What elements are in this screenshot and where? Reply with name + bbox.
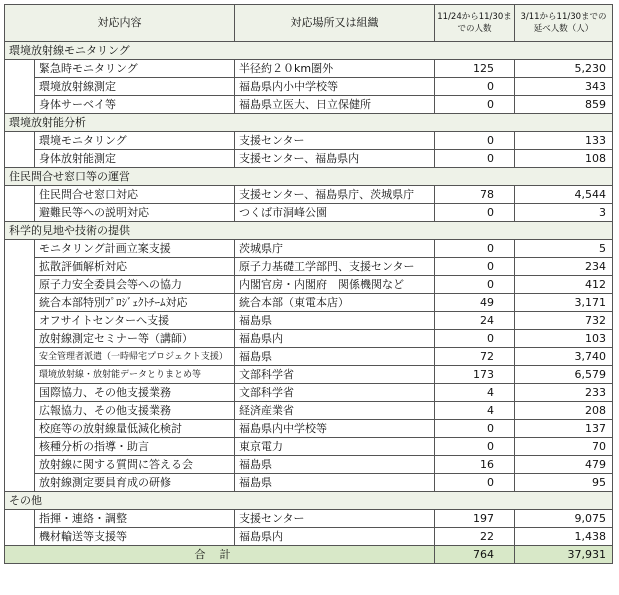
- row-item: 環境放射線・放射能データとりまとめ等: [35, 366, 235, 384]
- row-place: 文部科学省: [235, 366, 435, 384]
- table-row: [5, 438, 613, 456]
- section-title: 住民問合せ窓口等の運営: [5, 168, 613, 186]
- row-place: 支援センター: [235, 510, 435, 528]
- section-row: [5, 492, 613, 510]
- row-total: 1,438: [515, 528, 613, 546]
- row-total: 859: [515, 96, 613, 114]
- table-row: [5, 78, 613, 96]
- row-place: 内閣官房・内閣府 関係機関など: [235, 276, 435, 294]
- row-recent: 16: [435, 456, 515, 474]
- row-total: 208: [515, 402, 613, 420]
- row-place: 支援センター、福島県庁、茨城県庁: [235, 186, 435, 204]
- indent-cell: [5, 402, 35, 420]
- row-item: 放射線測定セミナー等（講師）: [35, 330, 235, 348]
- row-place: 茨城県庁: [235, 240, 435, 258]
- row-recent: 0: [435, 96, 515, 114]
- row-place: 福島県内: [235, 330, 435, 348]
- row-recent: 22: [435, 528, 515, 546]
- row-recent: 24: [435, 312, 515, 330]
- row-total: 3,171: [515, 294, 613, 312]
- row-total: 6,579: [515, 366, 613, 384]
- row-item: 拡散評価解析対応: [35, 258, 235, 276]
- row-total: 137: [515, 420, 613, 438]
- indent-cell: [5, 132, 35, 150]
- row-recent: 4: [435, 402, 515, 420]
- table-row: [5, 186, 613, 204]
- indent-cell: [5, 384, 35, 402]
- indent-cell: [5, 258, 35, 276]
- row-place: 福島県: [235, 312, 435, 330]
- indent-cell: [5, 348, 35, 366]
- table-body: [5, 42, 613, 546]
- indent-cell: [5, 312, 35, 330]
- row-total: 3: [515, 204, 613, 222]
- row-place: 福島県: [235, 348, 435, 366]
- row-place: 福島県: [235, 456, 435, 474]
- row-recent: 0: [435, 276, 515, 294]
- row-item: モニタリング計画立案支援: [35, 240, 235, 258]
- row-total: 5: [515, 240, 613, 258]
- table-row: [5, 330, 613, 348]
- row-recent: 72: [435, 348, 515, 366]
- table-row: [5, 402, 613, 420]
- table-row: [5, 60, 613, 78]
- indent-cell: [5, 510, 35, 528]
- row-total: 70: [515, 438, 613, 456]
- section-row: [5, 222, 613, 240]
- table-row: [5, 474, 613, 492]
- row-item: 機材輸送等支援等: [35, 528, 235, 546]
- row-item: 国際協力、その他支援業務: [35, 384, 235, 402]
- row-item: 原子力安全委員会等への協力: [35, 276, 235, 294]
- section-title: 環境放射線モニタリング: [5, 42, 613, 60]
- row-place: 東京電力: [235, 438, 435, 456]
- row-total: 343: [515, 78, 613, 96]
- indent-cell: [5, 420, 35, 438]
- section-title: 環境放射能分析: [5, 114, 613, 132]
- indent-cell: [5, 186, 35, 204]
- section-row: [5, 168, 613, 186]
- indent-cell: [5, 150, 35, 168]
- row-item: 安全管理者派遣（一時帰宅プロジェクト支援）: [35, 348, 235, 366]
- total-label: 合計: [5, 546, 435, 564]
- header-recent: 11/24から11/30までの人数: [435, 5, 515, 42]
- row-item: 広報協力、その他支援業務: [35, 402, 235, 420]
- row-place: 半径約２０km圏外: [235, 60, 435, 78]
- indent-cell: [5, 96, 35, 114]
- row-total: 3,740: [515, 348, 613, 366]
- table-row: [5, 204, 613, 222]
- total-cumulative: 37,931: [515, 546, 613, 564]
- row-place: 経済産業省: [235, 402, 435, 420]
- indent-cell: [5, 438, 35, 456]
- row-place: 福島県内中学校等: [235, 420, 435, 438]
- row-total: 4,544: [515, 186, 613, 204]
- row-place: 福島県立医大、日立保健所: [235, 96, 435, 114]
- row-item: 環境放射線測定: [35, 78, 235, 96]
- row-item: 指揮・連絡・調整: [35, 510, 235, 528]
- table-row: [5, 510, 613, 528]
- row-item: 避難民等への説明対応: [35, 204, 235, 222]
- row-place: 支援センター: [235, 132, 435, 150]
- row-total: 233: [515, 384, 613, 402]
- table-row: [5, 258, 613, 276]
- row-total: 234: [515, 258, 613, 276]
- row-total: 732: [515, 312, 613, 330]
- total-recent: 764: [435, 546, 515, 564]
- table-row: [5, 132, 613, 150]
- table-row: [5, 384, 613, 402]
- staff-dispatch-table: [4, 4, 613, 564]
- row-item: 統合本部特別ﾌﾟﾛｼﾞｪｸﾄﾁｰﾑ対応: [35, 294, 235, 312]
- row-recent: 0: [435, 258, 515, 276]
- row-total: 479: [515, 456, 613, 474]
- row-recent: 49: [435, 294, 515, 312]
- row-item: 放射線に関する質問に答える会: [35, 456, 235, 474]
- indent-cell: [5, 240, 35, 258]
- row-recent: 4: [435, 384, 515, 402]
- row-total: 9,075: [515, 510, 613, 528]
- table-row: [5, 348, 613, 366]
- table-row: [5, 276, 613, 294]
- row-recent: 0: [435, 330, 515, 348]
- row-recent: 0: [435, 150, 515, 168]
- row-recent: 173: [435, 366, 515, 384]
- total-row: [5, 546, 613, 564]
- row-item: 校庭等の放射線量低減化検討: [35, 420, 235, 438]
- section-row: [5, 42, 613, 60]
- section-title: その他: [5, 492, 613, 510]
- row-place: 支援センター、福島県内: [235, 150, 435, 168]
- indent-cell: [5, 276, 35, 294]
- row-item: 住民問合せ窓口対応: [35, 186, 235, 204]
- row-total: 412: [515, 276, 613, 294]
- row-total: 103: [515, 330, 613, 348]
- row-total: 95: [515, 474, 613, 492]
- indent-cell: [5, 204, 35, 222]
- row-item: 核種分析の指導・助言: [35, 438, 235, 456]
- row-total: 108: [515, 150, 613, 168]
- row-recent: 0: [435, 78, 515, 96]
- table-row: [5, 240, 613, 258]
- row-place: つくば市洞峰公園: [235, 204, 435, 222]
- indent-cell: [5, 78, 35, 96]
- section-row: [5, 114, 613, 132]
- indent-cell: [5, 366, 35, 384]
- row-recent: 0: [435, 420, 515, 438]
- row-recent: 0: [435, 204, 515, 222]
- row-place: 文部科学省: [235, 384, 435, 402]
- section-title: 科学的見地や技術の提供: [5, 222, 613, 240]
- header-cumulative: 3/11から11/30までの延べ人数（人）: [515, 5, 613, 42]
- table-row: [5, 528, 613, 546]
- row-item: 環境モニタリング: [35, 132, 235, 150]
- table-row: [5, 294, 613, 312]
- table-row: [5, 96, 613, 114]
- table-row: [5, 312, 613, 330]
- row-place: 原子力基礎工学部門、支援センター: [235, 258, 435, 276]
- indent-cell: [5, 528, 35, 546]
- row-place: 福島県内: [235, 528, 435, 546]
- header-place: 対応場所又は組織: [235, 5, 435, 42]
- row-total: 5,230: [515, 60, 613, 78]
- table-row: [5, 456, 613, 474]
- table-header-row: [5, 5, 613, 42]
- row-item: 緊急時モニタリング: [35, 60, 235, 78]
- row-recent: 0: [435, 240, 515, 258]
- row-item: オフサイトセンターへ支援: [35, 312, 235, 330]
- indent-cell: [5, 294, 35, 312]
- header-content: 対応内容: [5, 5, 235, 42]
- row-item: 放射線測定要員育成の研修: [35, 474, 235, 492]
- row-recent: 78: [435, 186, 515, 204]
- indent-cell: [5, 474, 35, 492]
- indent-cell: [5, 330, 35, 348]
- row-recent: 197: [435, 510, 515, 528]
- table-row: [5, 150, 613, 168]
- row-total: 133: [515, 132, 613, 150]
- row-item: 身体サーベイ等: [35, 96, 235, 114]
- table-row: [5, 366, 613, 384]
- indent-cell: [5, 60, 35, 78]
- row-item: 身体放射能測定: [35, 150, 235, 168]
- row-place: 統合本部（東電本店）: [235, 294, 435, 312]
- indent-cell: [5, 456, 35, 474]
- row-recent: 0: [435, 132, 515, 150]
- row-place: 福島県内小中学校等: [235, 78, 435, 96]
- row-recent: 0: [435, 438, 515, 456]
- row-recent: 125: [435, 60, 515, 78]
- row-place: 福島県: [235, 474, 435, 492]
- row-recent: 0: [435, 474, 515, 492]
- table-row: [5, 420, 613, 438]
